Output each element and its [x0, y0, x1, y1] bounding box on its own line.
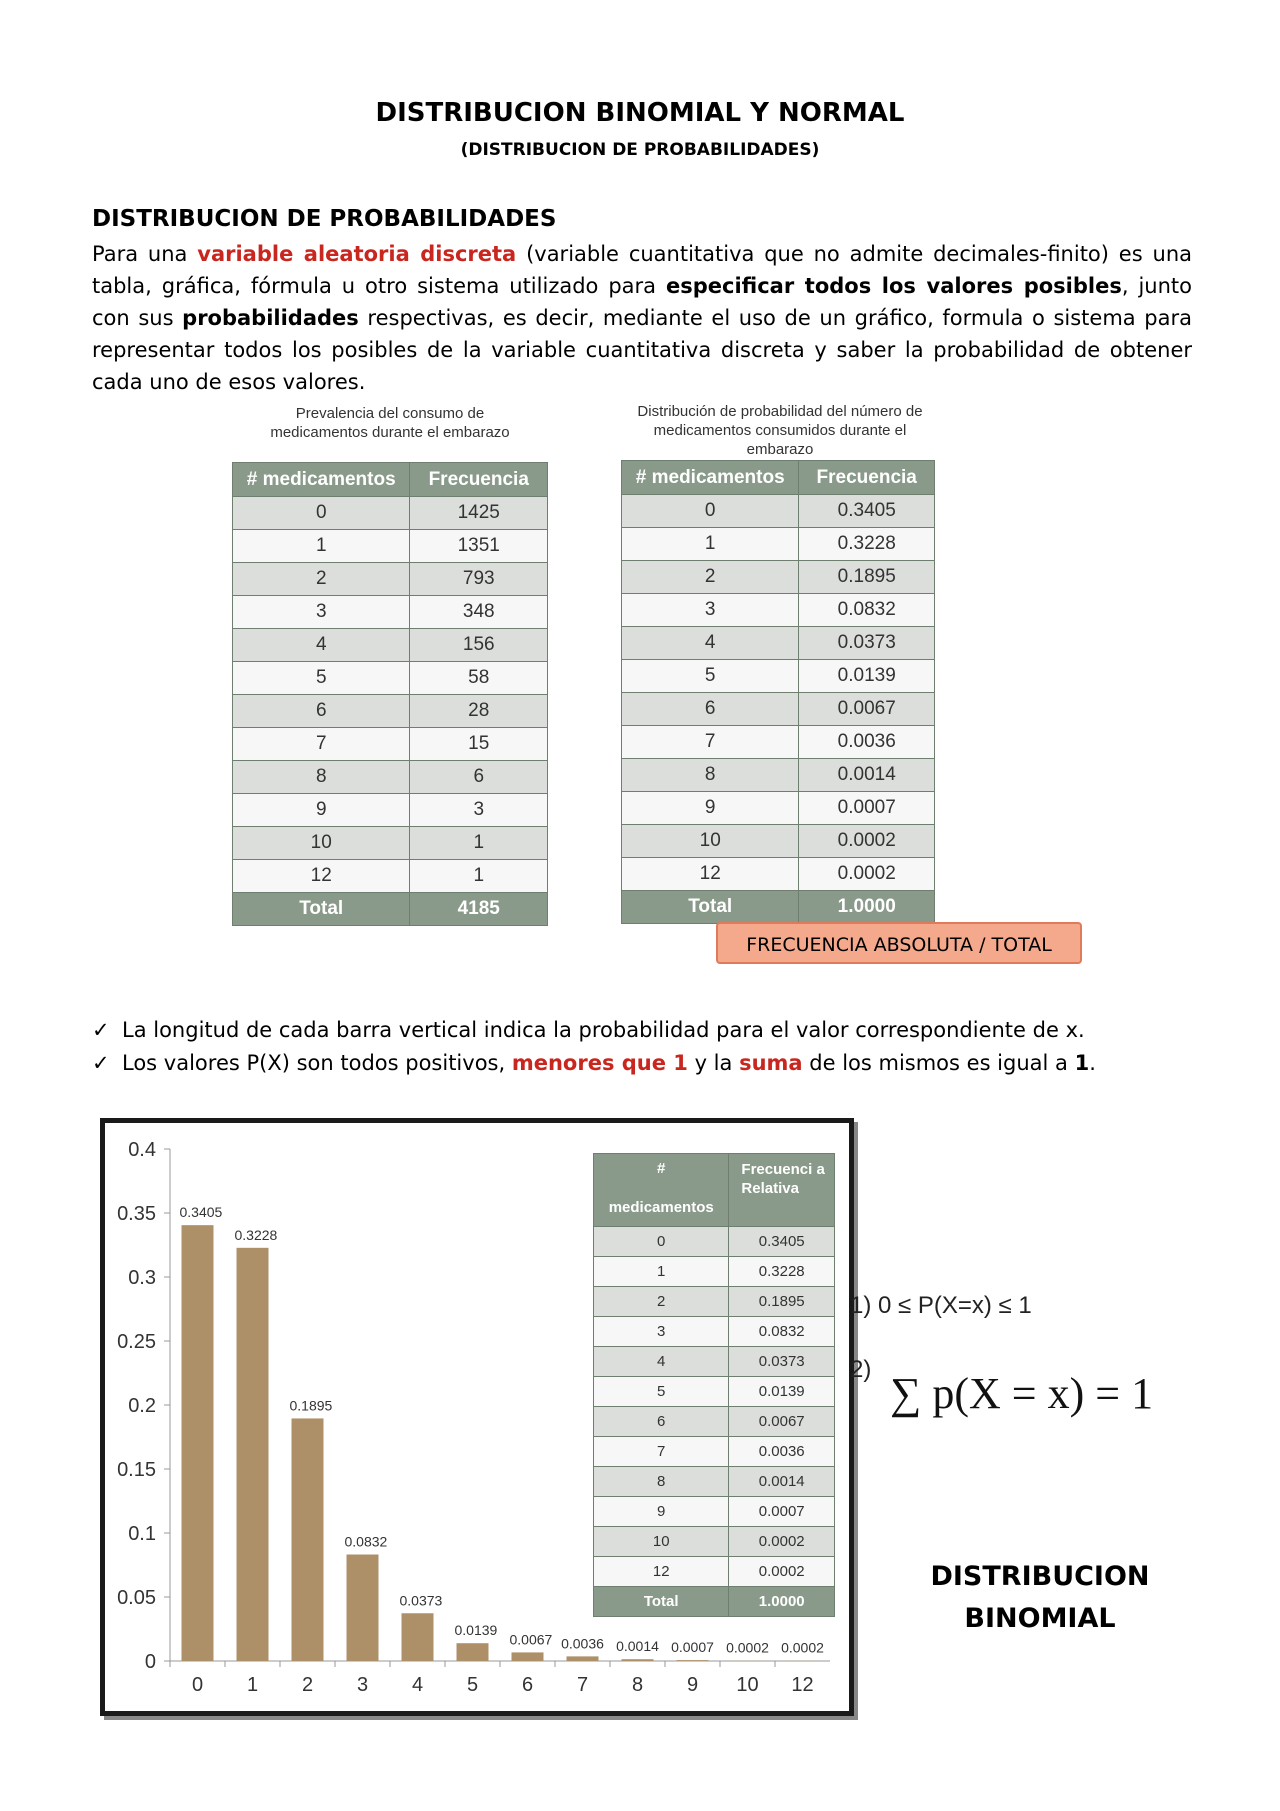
inset-row [594, 1347, 835, 1377]
binomial-label-line1: DISTRIBUCION [930, 1561, 1150, 1592]
inset-cell-x: 4 [594, 1347, 729, 1377]
freq-table [232, 462, 548, 926]
bar-9 [677, 1660, 709, 1661]
inset-row [594, 1527, 835, 1557]
y-tick-label: 0.4 [128, 1139, 156, 1161]
freq-table-body [233, 497, 548, 926]
prob-table-wrap [621, 460, 935, 924]
freq-row [233, 794, 548, 827]
document-title: DISTRIBUCION BINOMIAL Y NORMAL [375, 98, 905, 128]
bullet-text: La longitud de cada barra vertical indica la probabilidad para el valor correspondiente de x. [122, 1018, 1085, 1042]
freq-cell-value: 15 [410, 728, 548, 761]
freq-cell-x: 3 [233, 596, 410, 629]
prob-header-frecuencia: Frecuencia [799, 461, 935, 495]
bullet-list [92, 1014, 1096, 1080]
prob-cell-value: 0.0014 [799, 759, 935, 792]
inset-table-wrap [593, 1153, 835, 1617]
distribucion-binomial-label [920, 1556, 1160, 1640]
prob-table-body [622, 495, 935, 924]
freq-table-caption: Prevalencia del consumo de medicamentos durante el embarazo [270, 405, 510, 441]
freq-cell-value: 6 [410, 761, 548, 794]
freq-row [233, 761, 548, 794]
x-tick-label: 9 [686, 1674, 699, 1696]
chart-frame [100, 1118, 854, 1716]
freq-cell-value: 1351 [410, 530, 548, 563]
inset-row [594, 1467, 835, 1497]
inset-cell-value: 0.3405 [729, 1227, 835, 1257]
bar-3 [347, 1555, 379, 1661]
x-tick-label: 8 [631, 1674, 644, 1696]
x-tick-label: 4 [411, 1674, 424, 1696]
prob-row [622, 594, 935, 627]
para-text: (variable cuantitativa que no admite decimales-finito) es una tabla, gráfica, fórmula u otro sistema utilizado para [92, 242, 1192, 298]
freq-cell-x: 6 [233, 695, 410, 728]
bullet-highlight-menores: menores que 1 [511, 1051, 688, 1075]
inset-cell-value: 0.3228 [729, 1257, 835, 1287]
inset-cell-x: 1 [594, 1257, 729, 1287]
inset-table-body [594, 1227, 835, 1617]
prob-cell-value: 0.0007 [799, 792, 935, 825]
freq-row [233, 563, 548, 596]
freq-cell-value: 28 [410, 695, 548, 728]
inset-cell-value: 0.0373 [729, 1347, 835, 1377]
prob-row [622, 726, 935, 759]
prob-row [622, 792, 935, 825]
y-tick-label: 0.1 [128, 1523, 156, 1545]
freq-cell-x: 5 [233, 662, 410, 695]
bar-value-label: 0.0002 [726, 1639, 769, 1656]
section-paragraph [92, 238, 1192, 398]
prob-table [621, 460, 935, 924]
inset-cell-x: 12 [594, 1557, 729, 1587]
prob-cell-value: 0.3405 [799, 495, 935, 528]
bullet-item [92, 1014, 1096, 1047]
bar-5 [457, 1643, 489, 1661]
prob-cell-x: 9 [622, 792, 799, 825]
inset-row [594, 1257, 835, 1287]
inset-cell-x: 3 [594, 1317, 729, 1347]
bar-value-label: 0.0139 [454, 1622, 498, 1639]
bar-7 [567, 1656, 599, 1661]
freq-cell-x: 12 [233, 860, 410, 893]
prob-header-medicamentos: # medicamentos [622, 461, 799, 495]
prob-cell-x: 5 [622, 660, 799, 693]
prob-total-row [622, 891, 935, 924]
bullet-text: y la [687, 1051, 740, 1075]
inset-row [594, 1557, 835, 1587]
inset-total-label: Total [594, 1587, 729, 1617]
freq-table-wrap [232, 462, 548, 926]
freq-cell-value: 348 [410, 596, 548, 629]
freq-cell-value: 58 [410, 662, 548, 695]
y-tick-label: 0.25 [117, 1331, 156, 1353]
prob-cell-value: 0.0373 [799, 627, 935, 660]
prob-cell-value: 0.0139 [799, 660, 935, 693]
freq-cell-x: 7 [233, 728, 410, 761]
para-highlight-variable: variable aleatoria discreta [197, 242, 517, 266]
bar-8 [622, 1659, 654, 1661]
inset-cell-x: 7 [594, 1437, 729, 1467]
x-tick-label: 6 [521, 1674, 534, 1696]
bar-value-label: 0.1895 [289, 1397, 333, 1414]
freq-row [233, 860, 548, 893]
prob-cell-value: 0.0002 [799, 825, 935, 858]
freq-row [233, 629, 548, 662]
prob-total-value: 1.0000 [799, 891, 935, 924]
prob-cell-x: 7 [622, 726, 799, 759]
bar-value-label: 0.0036 [561, 1635, 604, 1652]
freq-row [233, 662, 548, 695]
freq-row [233, 530, 548, 563]
formula-sum-expression: ∑ p(X = x) = 1 [890, 1369, 1154, 1418]
inset-row [594, 1377, 835, 1407]
inset-header-medicamentos [594, 1154, 729, 1227]
prob-row [622, 627, 935, 660]
inset-row [594, 1317, 835, 1347]
prob-total-label: Total [622, 891, 799, 924]
prob-row [622, 561, 935, 594]
y-tick-label: 0.2 [128, 1395, 156, 1417]
inset-total-row [594, 1587, 835, 1617]
y-tick-label: 0.15 [117, 1459, 156, 1481]
bar-0 [182, 1225, 214, 1661]
inset-cell-value: 0.0007 [729, 1497, 835, 1527]
freq-cell-value: 1425 [410, 497, 548, 530]
checkmark-icon: ✓ [92, 1051, 110, 1075]
inset-header-frecuencia: Frecuenci a Relativa [729, 1154, 835, 1227]
bar-value-label: 0.0002 [781, 1639, 824, 1656]
inset-total-value: 1.0000 [729, 1587, 835, 1617]
prob-row [622, 660, 935, 693]
freq-row [233, 497, 548, 530]
prob-cell-x: 3 [622, 594, 799, 627]
x-tick-label: 1 [246, 1674, 259, 1696]
prob-cell-value: 0.3228 [799, 528, 935, 561]
para-text: , junto con sus [92, 274, 1192, 330]
inset-row [594, 1227, 835, 1257]
prob-cell-value: 0.0002 [799, 858, 935, 891]
freq-cell-x: 4 [233, 629, 410, 662]
freq-cell-x: 0 [233, 497, 410, 530]
inset-cell-value: 0.0002 [729, 1557, 835, 1587]
inset-cell-value: 0.1895 [729, 1287, 835, 1317]
freq-row [233, 596, 548, 629]
freq-cell-value: 1 [410, 827, 548, 860]
bullet-text: . [1089, 1051, 1096, 1075]
freq-row [233, 728, 548, 761]
prob-cell-x: 10 [622, 825, 799, 858]
freq-total-label: Total [233, 893, 410, 926]
bar-1 [237, 1248, 269, 1661]
prob-cell-value: 0.1895 [799, 561, 935, 594]
prob-row [622, 759, 935, 792]
y-tick-label: 0.3 [128, 1267, 156, 1289]
para-bold-valores: especificar todos los valores posibles [666, 274, 1122, 298]
frecuencia-relativa-badge: FRECUENCIA ABSOLUTA / TOTAL [716, 922, 1082, 964]
freq-cell-x: 10 [233, 827, 410, 860]
freq-cell-value: 3 [410, 794, 548, 827]
inset-cell-value: 0.0139 [729, 1377, 835, 1407]
inset-table [593, 1153, 835, 1617]
inset-row [594, 1437, 835, 1467]
prob-cell-x: 0 [622, 495, 799, 528]
section-heading: DISTRIBUCION DE PROBABILIDADES [92, 206, 557, 232]
bar-value-label: 0.0007 [671, 1639, 714, 1656]
prob-row [622, 825, 935, 858]
prob-cell-x: 4 [622, 627, 799, 660]
document-subtitle: (DISTRIBUCION DE PROBABILIDADES) [460, 140, 820, 160]
bar-value-label: 0.0014 [616, 1638, 659, 1655]
bar-value-label: 0.0067 [509, 1631, 553, 1648]
freq-cell-x: 8 [233, 761, 410, 794]
inset-cell-value: 0.0067 [729, 1407, 835, 1437]
x-tick-label: 5 [466, 1674, 479, 1696]
prob-row [622, 495, 935, 528]
para-text: Para una [92, 242, 198, 266]
bullet-text: de los mismos es igual a [802, 1051, 1075, 1075]
freq-cell-value: 1 [410, 860, 548, 893]
inset-header-hash: # [657, 1160, 666, 1177]
inset-cell-x: 0 [594, 1227, 729, 1257]
bullet-item [92, 1047, 1096, 1080]
bar-value-label: 0.3405 [179, 1204, 223, 1221]
freq-cell-x: 2 [233, 563, 410, 596]
prob-table-caption: Distribución de probabilidad del número de medicamentos consumidos durante el embarazo [637, 403, 923, 458]
y-tick-label: 0.35 [117, 1203, 156, 1225]
para-bold-probabilidades: probabilidades [182, 306, 359, 330]
bar-6 [512, 1652, 544, 1661]
bullet-bold-one: 1 [1074, 1051, 1090, 1075]
inset-row [594, 1407, 835, 1437]
freq-cell-x: 9 [233, 794, 410, 827]
inset-row [594, 1287, 835, 1317]
x-tick-label: 3 [356, 1674, 369, 1696]
inset-row [594, 1497, 835, 1527]
bar-value-label: 0.3228 [234, 1226, 278, 1243]
prob-cell-value: 0.0036 [799, 726, 935, 759]
inset-cell-x: 5 [594, 1377, 729, 1407]
bar-2 [292, 1418, 324, 1661]
bar-value-label: 0.0373 [399, 1592, 443, 1609]
x-tick-label: 10 [736, 1674, 759, 1696]
prob-cell-x: 6 [622, 693, 799, 726]
inset-cell-value: 0.0832 [729, 1317, 835, 1347]
x-tick-label: 12 [791, 1674, 814, 1696]
inset-cell-value: 0.0002 [729, 1527, 835, 1557]
bar-4 [402, 1613, 434, 1661]
x-tick-label: 2 [301, 1674, 314, 1696]
freq-total-value: 4185 [410, 893, 548, 926]
para-text: respectivas, es decir, mediante el uso de un gráfico, formula o sistema para representar todos los posibles de la variable cuantitativa discreta y saber la probabilidad de obtener cada uno de esos valores. [92, 306, 1192, 394]
prob-cell-x: 2 [622, 561, 799, 594]
bullet-highlight-suma: suma [739, 1051, 803, 1075]
freq-header-frecuencia: Frecuencia [410, 463, 548, 497]
inset-cell-value: 0.0036 [729, 1437, 835, 1467]
formula-sum-number: 2) [850, 1356, 872, 1383]
x-tick-label: 0 [191, 1674, 204, 1696]
freq-row [233, 695, 548, 728]
inset-header-medicamentos-label: medicamentos [608, 1199, 714, 1216]
freq-cell-value: 793 [410, 563, 548, 596]
inset-cell-x: 9 [594, 1497, 729, 1527]
prob-row [622, 858, 935, 891]
freq-row [233, 827, 548, 860]
checkmark-icon: ✓ [92, 1018, 110, 1042]
y-tick-label: 0 [144, 1651, 156, 1673]
inset-cell-x: 2 [594, 1287, 729, 1317]
inset-cell-value: 0.0014 [729, 1467, 835, 1497]
prob-row [622, 693, 935, 726]
freq-total-row [233, 893, 548, 926]
binomial-label-line2: BINOMIAL [964, 1603, 1116, 1634]
y-tick-label: 0.05 [117, 1587, 156, 1609]
inset-cell-x: 6 [594, 1407, 729, 1437]
x-tick-label: 7 [576, 1674, 589, 1696]
prob-row [622, 528, 935, 561]
prob-cell-value: 0.0067 [799, 693, 935, 726]
prob-cell-x: 8 [622, 759, 799, 792]
freq-cell-value: 156 [410, 629, 548, 662]
freq-header-medicamentos: # medicamentos [233, 463, 410, 497]
bullet-text: Los valores P(X) son todos positivos, [122, 1051, 512, 1075]
prob-cell-value: 0.0832 [799, 594, 935, 627]
inset-cell-x: 8 [594, 1467, 729, 1497]
prob-cell-x: 1 [622, 528, 799, 561]
freq-cell-x: 1 [233, 530, 410, 563]
formula-probability-bounds: 1) 0 ≤ P(X=x) ≤ 1 [850, 1292, 1032, 1319]
prob-cell-x: 12 [622, 858, 799, 891]
inset-cell-x: 10 [594, 1527, 729, 1557]
bar-value-label: 0.0832 [344, 1533, 388, 1550]
